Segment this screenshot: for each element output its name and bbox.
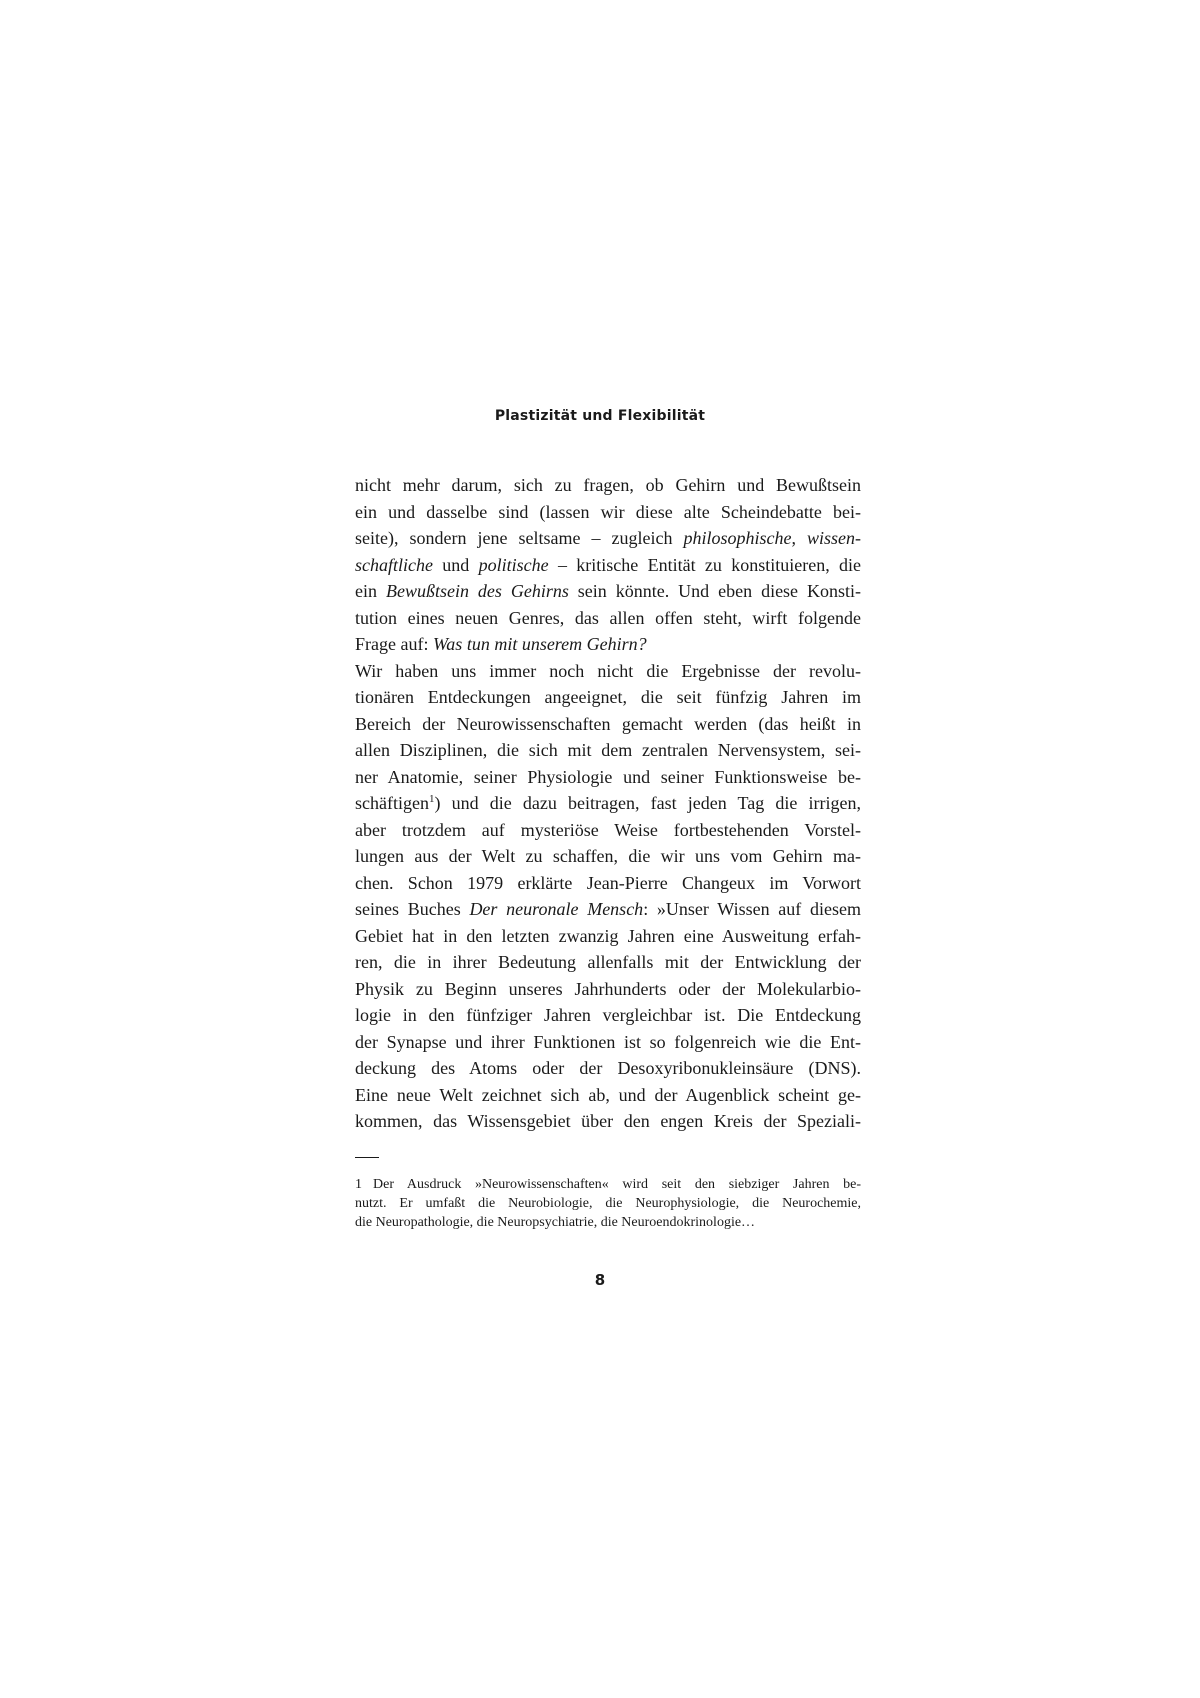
book-title: Der neuronale Mensch <box>469 899 644 919</box>
italic-question: Was tun mit unserem Gehirn? <box>432 634 647 654</box>
text-line: ein und dasselbe sind (lassen wir diese alte Scheindebatte bei- <box>355 501 861 522</box>
italic-term: schaftliche <box>355 554 433 575</box>
text-line: allen Disziplinen, die sich mit dem zentralen Nervensystem, sei- <box>355 740 861 760</box>
footnote <box>355 1175 861 1232</box>
italic-term: politische <box>478 554 549 575</box>
text-line: ren, die in ihrer Bedeutung allenfalls mit der Entwicklung der <box>355 952 861 972</box>
italic-term: Bewußtsein des Gehirns <box>385 581 569 601</box>
body-text <box>355 472 861 1135</box>
text-line: ner Anatomie, seiner Physiologie und seiner Funktionsweise be- <box>355 766 861 787</box>
text-line: ein Bewußtsein des Gehirns sein könnte. Und eben diese Konsti- <box>355 581 861 601</box>
text-line: logie in den fünfziger Jahren vergleichbar ist. Die Entdeckung <box>355 1005 861 1025</box>
italic-term: wissen- <box>807 528 861 548</box>
text-line: nicht mehr darum, sich zu fragen, ob Gehirn und Bewußtsein <box>355 475 861 495</box>
text-line: tionären Entdeckungen angeeignet, die seit fünfzig Jahren im <box>355 687 861 707</box>
footnote-marker[interactable]: 1 <box>428 793 435 805</box>
text-line: aber trotzdem auf mysteriöse Weise fortbestehenden Vorstel- <box>355 819 861 840</box>
page-number: 8 <box>594 1271 606 1289</box>
text-line: kommen, das Wissensgebiet über den engen Kreis der Speziali- <box>355 1111 861 1131</box>
text-line: lungen aus der Welt zu schaffen, die wir uns vom Gehirn ma- <box>355 846 861 866</box>
text-line: Physik zu Beginn unseres Jahrhunderts oder der Molekularbio- <box>355 978 861 999</box>
footnote-number: 1 <box>355 1177 362 1192</box>
text-line: tution eines neuen Genres, das allen offen steht, wirft folgende <box>355 607 861 628</box>
footnote-line: 1 Der Ausdruck »Neurowissenschaften« wird seit den siebziger Jahren be- <box>355 1177 861 1192</box>
text-line: Gebiet hat in den letzten zwanzig Jahren eine Ausweitung erfah- <box>355 925 861 946</box>
footnote-line: die Neuropathologie, die Neuropsychiatrie, die Neuroendokrinologie… <box>355 1215 756 1230</box>
text-line: deckung des Atoms oder der Desoxyribonukleinsäure (DNS). <box>355 1058 861 1078</box>
text-line: Wir haben uns immer noch nicht die Ergebnisse der revolu- <box>355 660 861 681</box>
italic-term: philosophische <box>683 528 792 548</box>
text-line: Bereich der Neurowissenschaften gemacht werden (das heißt in <box>355 713 861 734</box>
text-line: chen. Schon 1979 erklärte Jean-Pierre Changeux im Vorwort <box>355 872 861 893</box>
footnote-line: nutzt. Er umfaßt die Neurobiologie, die Neurophysiologie, die Neurochemie, <box>355 1196 861 1211</box>
text-line: Frage auf: Was tun mit unserem Gehirn? <box>355 634 647 654</box>
footnote-divider <box>355 1157 379 1158</box>
text-line: schäftigen$^1$) und die dazu beitragen, fast jeden Tag die irrigen, <box>355 793 861 813</box>
running-head: Plastizität und Flexibilität <box>494 408 706 424</box>
text-line: der Synapse und ihrer Funktionen ist so folgenreich wie die Ent- <box>355 1031 861 1052</box>
text-line: schaftliche und politische – kritische Entität zu konstituieren, die <box>355 554 862 575</box>
text-line: seite), sondern jene seltsame – zugleich philosophische, wissen- <box>355 528 861 548</box>
text-line: Eine neue Welt zeichnet sich ab, und der Augenblick scheint ge- <box>355 1084 861 1105</box>
text-line: seines Buches Der neuronale Mensch: »Unser Wissen auf diesem <box>355 899 861 919</box>
